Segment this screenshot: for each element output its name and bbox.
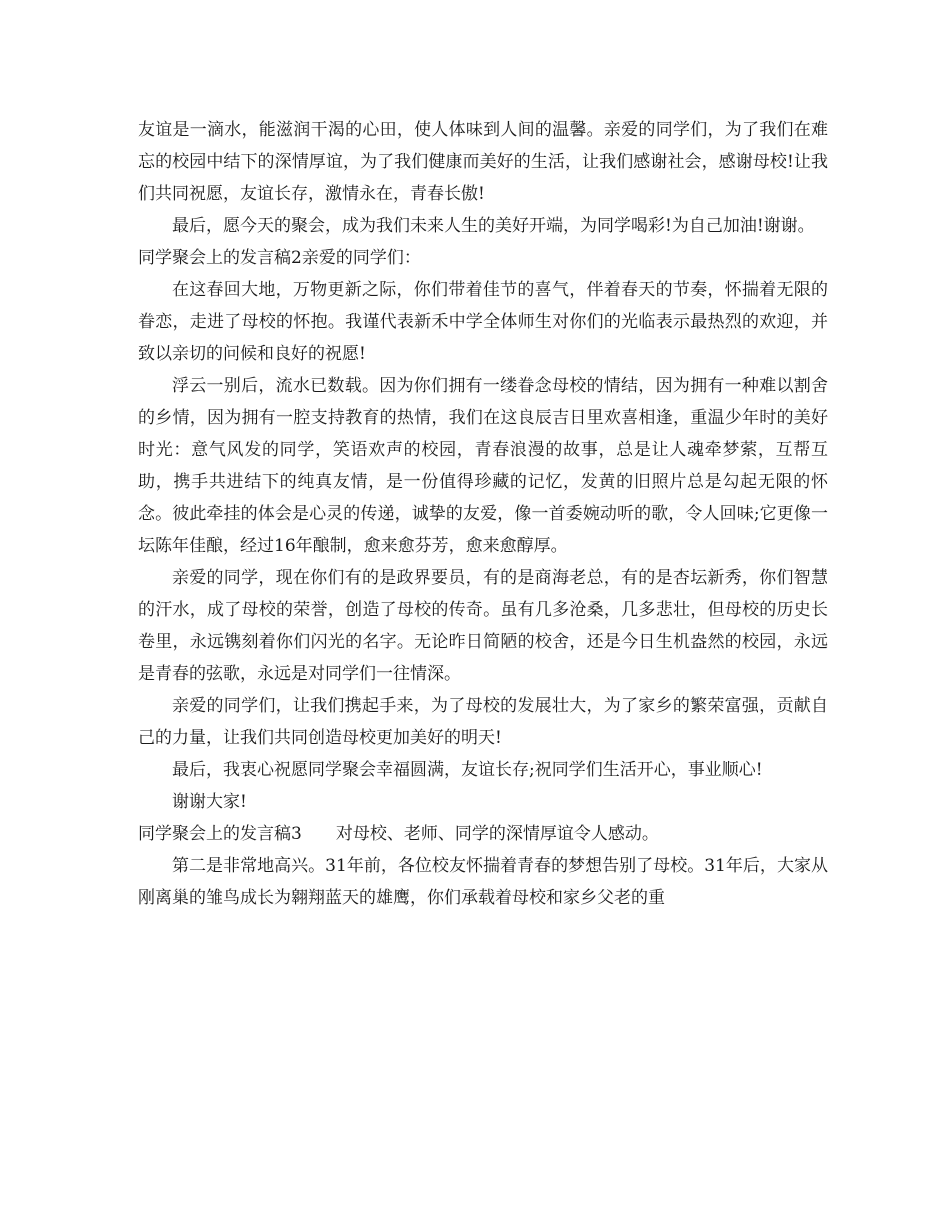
paragraph-5: 亲爱的同学，现在你们有的是政界要员，有的是商海老总，有的是杏坛新秀，你们智慧的汗水，成了母校的荣誉，创造了母校的传奇。虽有几多沧桑，几多悲壮，但母校的历史长卷里，永远镌刻着你们闪光的名字。无论昨日简陋的校舍，还是今日生机盎然的校园，永远是青春的弦歌，永远是对同学们一往情深。 bbox=[138, 568, 828, 684]
speech-3-title: 同学聚会上的发言稿3 bbox=[138, 824, 302, 844]
paragraph-9: 第二是非常地高兴。31年前，各位校友怀揣着青春的梦想告别了母校。31年后，大家从刚离巢的雏鸟成长为翱翔蓝天的雄鹰，你们承载着母校和家乡父老的重 bbox=[138, 856, 828, 908]
document-body bbox=[138, 114, 828, 914]
paragraph-2: 最后，愿今天的聚会，成为我们未来人生的美好开端，为同学喝彩!为自己加油!谢谢。 bbox=[172, 216, 815, 236]
paragraph-3: 在这春回大地，万物更新之际，你们带着佳节的喜气，伴着春天的节奏，怀揣着无限的眷恋，走进了母校的怀抱。我谨代表新禾中学全体师生对你们的光临表示最热烈的欢迎，并致以亲切的问候和良好的祝愿! bbox=[138, 280, 828, 364]
paragraph-8: 谢谢大家! bbox=[172, 792, 247, 812]
speech-3-subtitle: 对母校、老师、同学的深情厚谊令人感动。 bbox=[335, 824, 659, 844]
speech-3-heading bbox=[138, 818, 828, 850]
speech-2-heading: 同学聚会上的发言稿2亲爱的同学们： bbox=[138, 248, 421, 268]
paragraph-7: 最后，我衷心祝愿同学聚会幸福圆满，友谊长存;祝同学们生活开心，事业顺心! bbox=[172, 760, 763, 780]
paragraph-1: 友谊是一滴水，能滋润干渴的心田，使人体味到人间的温馨。亲爱的同学们，为了我们在难忘的校园中结下的深情厚谊，为了我们健康而美好的生活，让我们感谢社会，感谢母校!让我们共同祝愿，友谊长存，激情永在，青春长傲! bbox=[138, 120, 828, 204]
paragraph-4: 浮云一别后，流水已数载。因为你们拥有一缕眷念母校的情结，因为拥有一种难以割舍的乡情，因为拥有一腔支持教育的热情，我们在这良辰吉日里欢喜相逢，重温少年时的美好时光：意气风发的同学，笑语欢声的校园，青春浪漫的故事，总是让人魂牵梦萦，互帮互助，携手共进结下的纯真友情，是一份值得珍藏的记忆，发黄的旧照片总是勾起无限的怀念。彼此牵挂的体会是心灵的传递，诚挚的友爱，像一首委婉动听的歌，令人回味;它更像一坛陈年佳酿，经过16年酿制，愈来愈芬芳，愈来愈醇厚。 bbox=[138, 376, 828, 556]
paragraph-6: 亲爱的同学们，让我们携起手来，为了母校的发展壮大，为了家乡的繁荣富强，贡献自己的力量，让我们共同创造母校更加美好的明天! bbox=[138, 696, 828, 748]
